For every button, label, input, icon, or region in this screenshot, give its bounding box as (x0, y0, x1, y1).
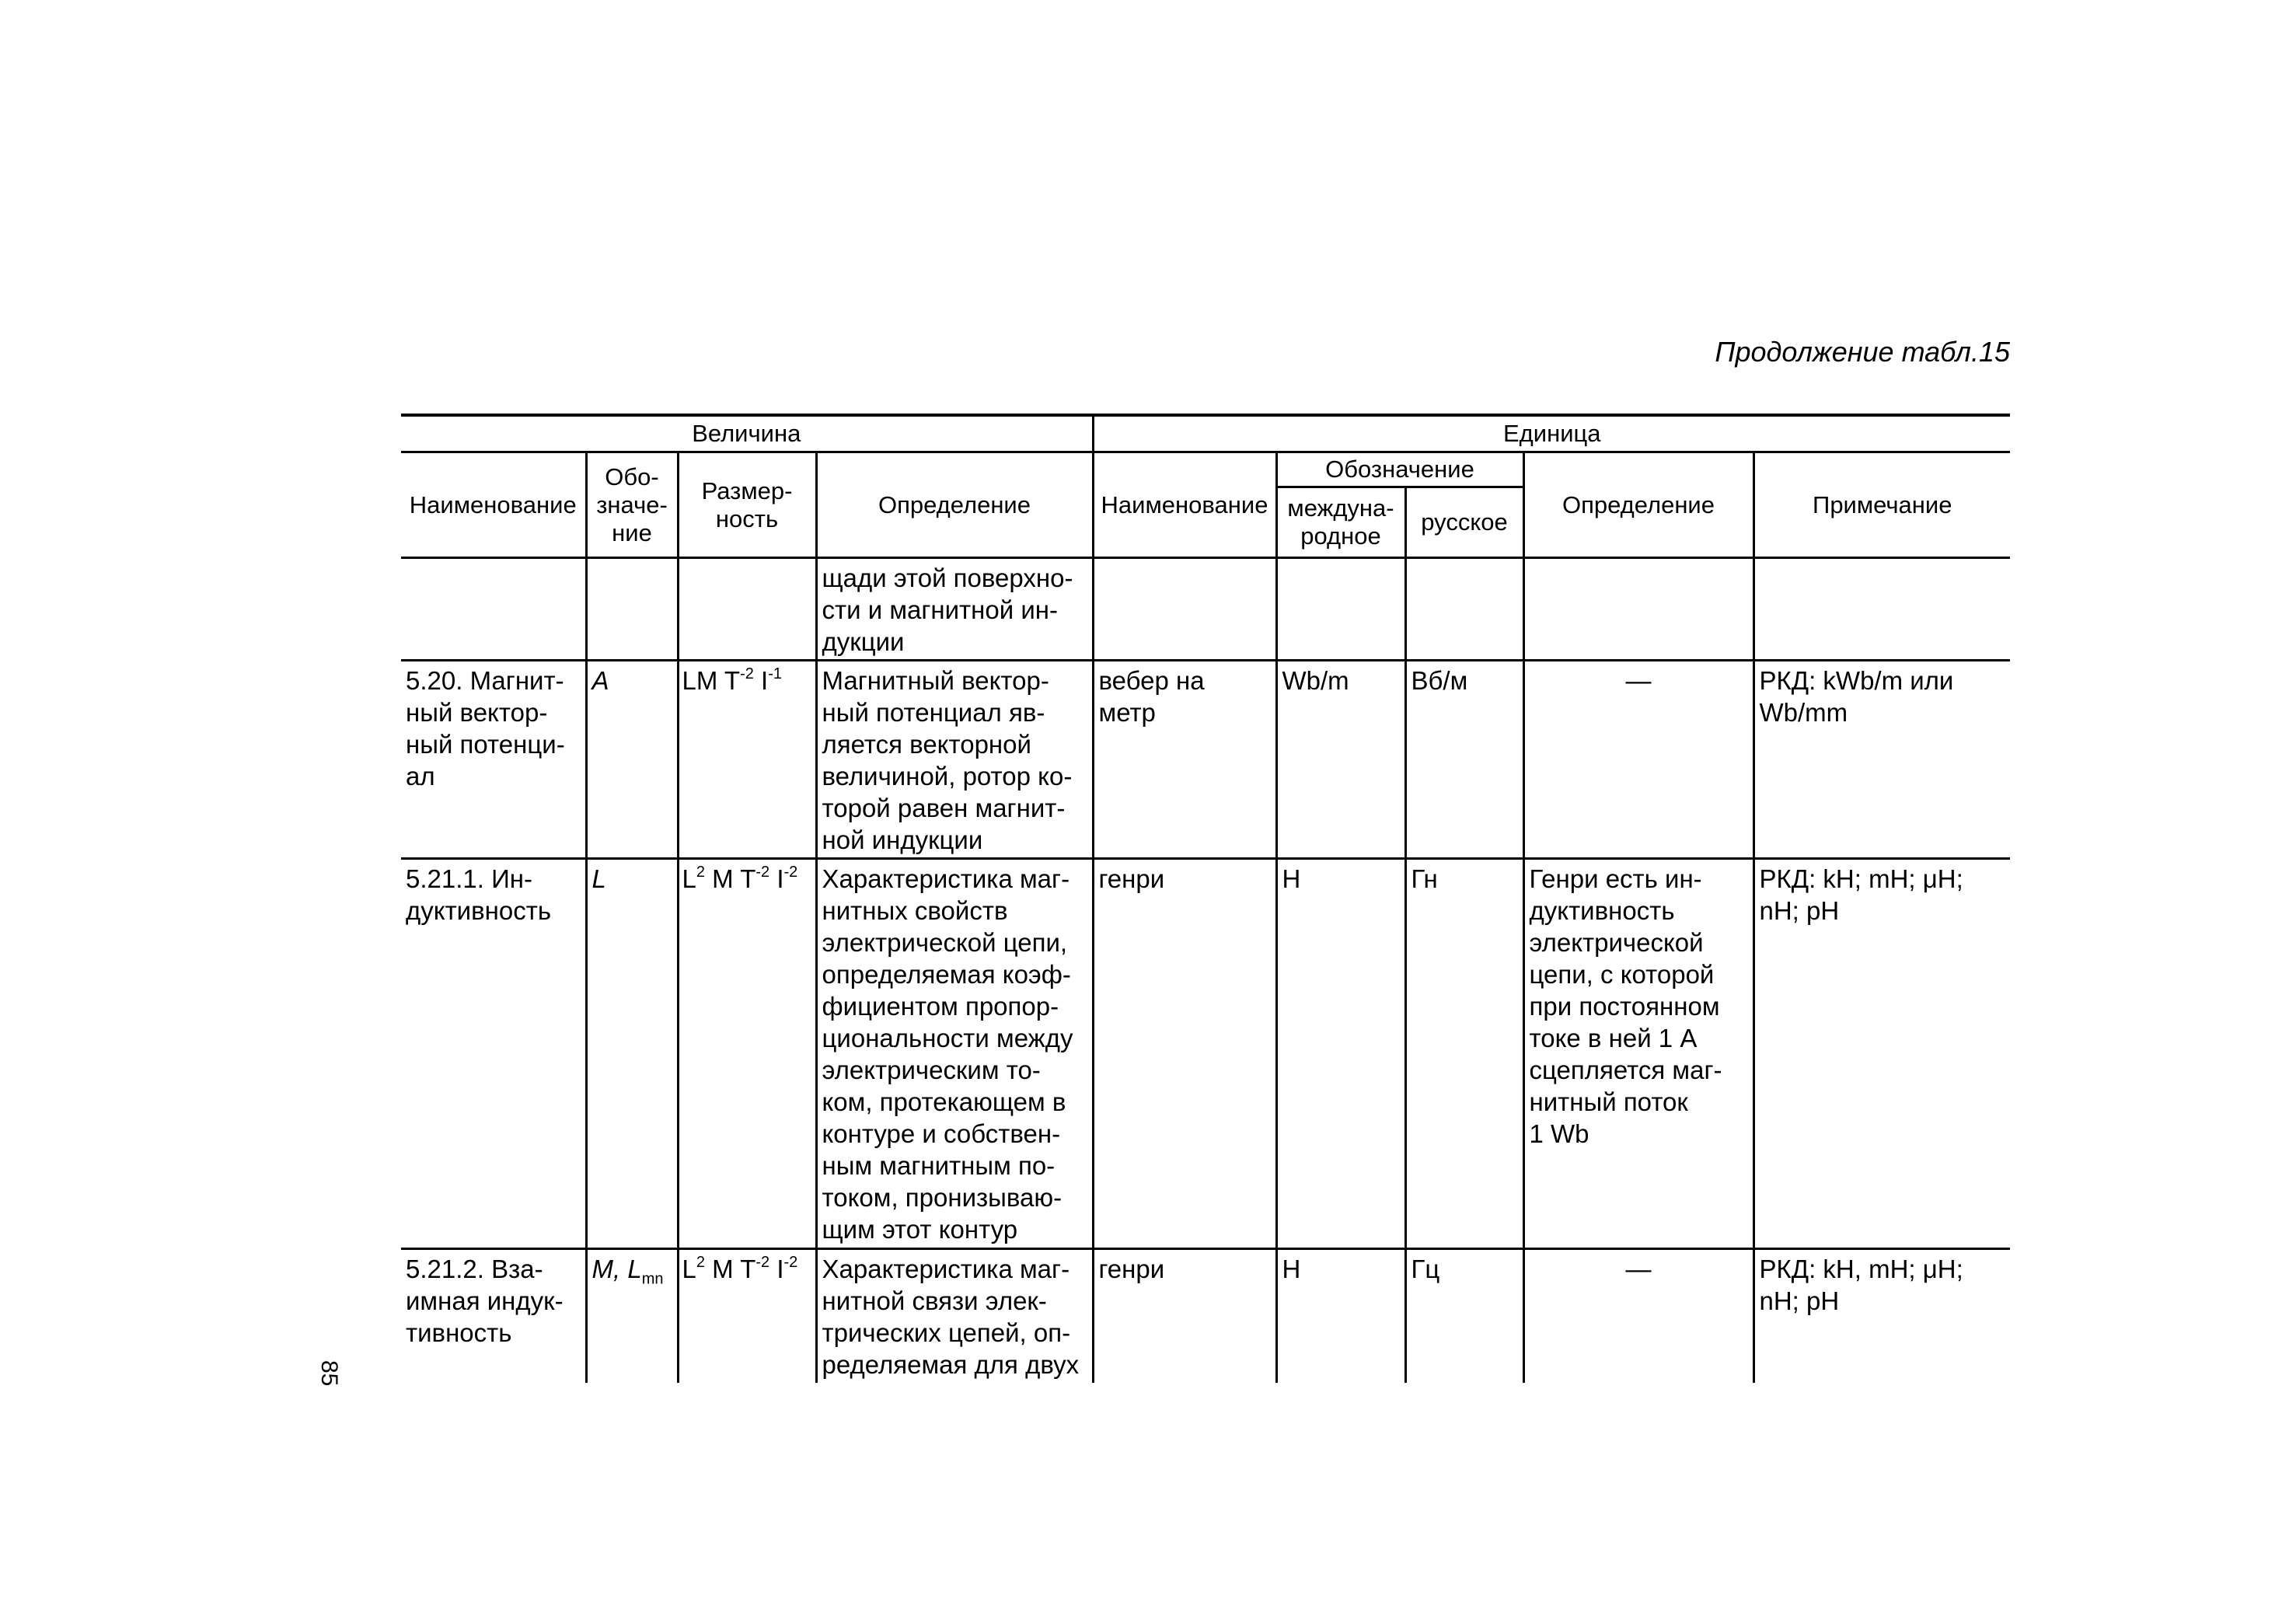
header-unit-opredelenie: Определение (1523, 452, 1753, 558)
cell-unit-name: генри (1093, 1249, 1276, 1383)
dim-base: I (753, 666, 769, 695)
cell-note: РКД: kWb/m или Wb/mm (1753, 661, 2010, 859)
cell-definition: Характеристика маг- нитной связи элек- трических цепей, оп- ределяемая для двух (816, 1249, 1093, 1383)
header-naimenovanie: Наименование (401, 452, 586, 558)
cell-unit-def (1523, 661, 1753, 859)
dim-exp: -2 (783, 1254, 798, 1271)
units-table (401, 414, 2010, 1383)
dim-exp: -2 (740, 665, 754, 682)
header-unit-naimenovanie: Наименование (1093, 452, 1276, 558)
dim-base: L (682, 1255, 696, 1283)
cell-intl: H (1276, 1249, 1405, 1383)
dim-base: LM T (682, 666, 741, 695)
cell-definition: Магнитный вектор- ный потенциал яв- ляется векторной величиной, ротор ко- торой равен магнит- ной индукции (816, 661, 1093, 859)
symbol-main: M, L (591, 1255, 642, 1283)
cell-rus: Вб/м (1405, 661, 1523, 859)
table-row (401, 661, 2010, 859)
header-edinica: Единица (1093, 415, 2010, 452)
cell-rus: Гн (1405, 859, 1523, 1249)
cell-definition: щади этой поверхно- сти и магнитной ин- дукции (816, 558, 1093, 661)
dim-exp: -2 (783, 864, 798, 881)
dash: — (1625, 666, 1652, 695)
cell-symbol (586, 558, 678, 661)
cell-symbol: L (586, 859, 678, 1249)
symbol-sub: mn (641, 1270, 664, 1288)
dim-exp: 2 (696, 864, 705, 881)
cell-unit-name: генри (1093, 859, 1276, 1249)
cell-dim (678, 859, 816, 1249)
header-oboznachenie: Обо- значе- ние (586, 452, 678, 558)
dim-base: I (769, 1255, 784, 1283)
dim-exp: 2 (696, 1254, 705, 1271)
cell-note: РКД: kH; mH; μH; nH; pH (1753, 859, 2010, 1249)
cell-dim (678, 661, 816, 859)
cell-unit-def (1523, 1249, 1753, 1383)
cell-definition: Характеристика маг- нитных свойств электрической цепи, определяемая коэф- фициентом пропор- циональности между электрическим то- ком, протекающем в контуре и собствен- ным магнитным по- током, пронизываю- щим этот контур (816, 859, 1093, 1249)
dim-base: I (769, 864, 784, 893)
cell-rus (1405, 558, 1523, 661)
dim-base: L (682, 864, 696, 893)
cell-intl: Wb/m (1276, 661, 1405, 859)
header-primechanie: Примечание (1753, 452, 2010, 558)
cell-unit-name: вебер на метр (1093, 661, 1276, 859)
header-russkoe: русское (1405, 487, 1523, 558)
cell-name (401, 558, 586, 661)
cell-note: РКД: kH, mH; μH; nH; pH (1753, 1249, 2010, 1383)
cell-rus: Гц (1405, 1249, 1523, 1383)
cell-unit-def (1523, 558, 1753, 661)
dim-base: M T (704, 1255, 756, 1283)
dim-base: M T (704, 864, 756, 893)
table-row (401, 1249, 2010, 1383)
cell-dim (678, 558, 816, 661)
header-razmernost: Размер- ность (678, 452, 816, 558)
header-mezhdunarodnoe: междуна- родное (1276, 487, 1405, 558)
header-unit-oboznachenie: Обозначение (1276, 452, 1523, 487)
cell-unit-name (1093, 558, 1276, 661)
header-velichina: Величина (401, 415, 1093, 452)
dash: — (1625, 1255, 1652, 1283)
cell-name: 5.20. Магнит- ный вектор- ный потенци- ал (401, 661, 586, 859)
cell-name: 5.21.1. Ин- дуктивность (401, 859, 586, 1249)
cell-symbol (586, 1249, 678, 1383)
dim-exp: -2 (755, 864, 770, 881)
header-opredelenie: Определение (816, 452, 1093, 558)
cell-note (1753, 558, 2010, 661)
table-row (401, 558, 2010, 661)
dim-exp: -1 (768, 665, 783, 682)
cell-intl: H (1276, 859, 1405, 1249)
cell-symbol: A (586, 661, 678, 859)
table-caption: Продолжение табл.15 (1715, 336, 2010, 368)
cell-unit-def: Генри есть ин- дуктивность электрической цепи, с которой при постоянном токе в ней 1 А сцепляется маг- нитный поток 1 Wb (1523, 859, 1753, 1249)
dim-exp: -2 (755, 1254, 770, 1271)
cell-name: 5.21.2. Вза- имная индук- тивность (401, 1249, 586, 1383)
page-number: 85 (316, 1360, 342, 1387)
cell-dim (678, 1249, 816, 1383)
table-row (401, 859, 2010, 1249)
cell-intl (1276, 558, 1405, 661)
